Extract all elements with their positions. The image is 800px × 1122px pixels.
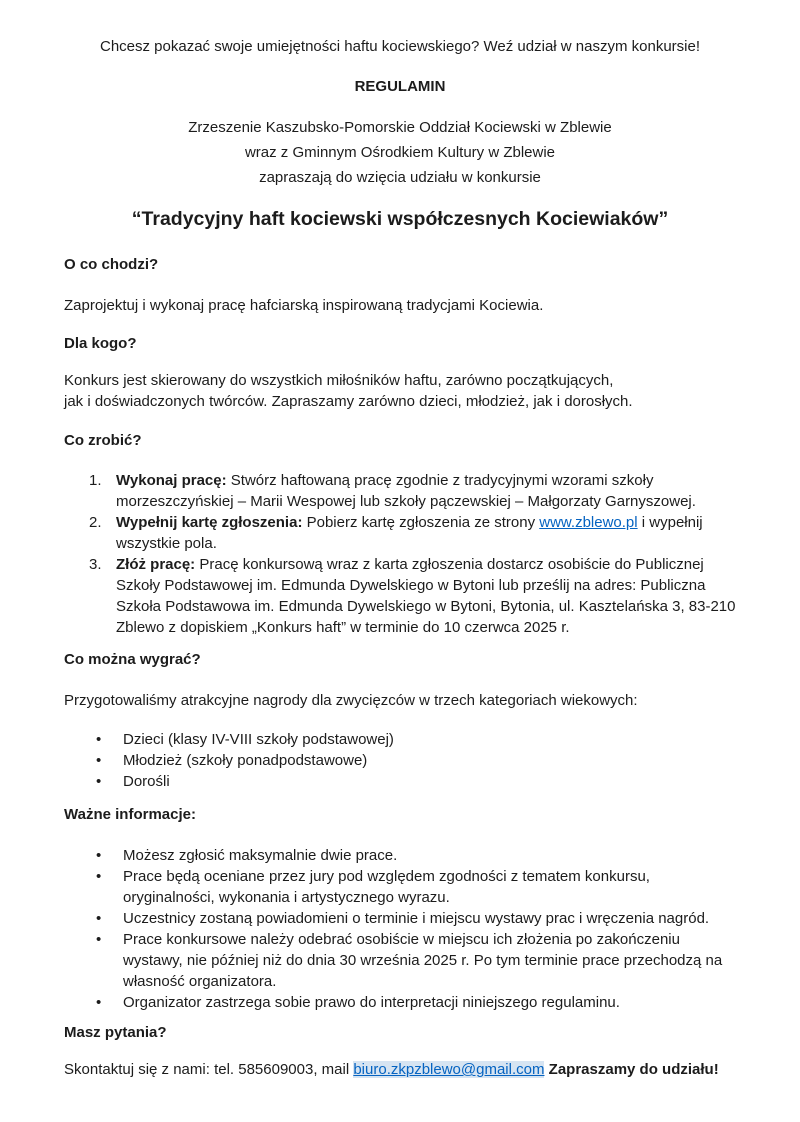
regulamin-heading: REGULAMIN bbox=[354, 78, 446, 95]
info-bullet-5: • Organizator zastrzega sobie prawo do interpretacji niniejszego regulaminu. bbox=[64, 992, 736, 1013]
howto-item-text bbox=[116, 554, 736, 638]
section-heading-prizes: Co można wygrać? bbox=[64, 651, 201, 668]
organizer-line-3: zapraszają do wzięcia udziału w konkursie bbox=[259, 169, 541, 186]
organizer-line-2: wraz z Gminnym Ośrodkiem Kultury w Zblewie bbox=[244, 144, 556, 161]
info-list bbox=[64, 845, 736, 1013]
item-bold-label: Złóż pracę: bbox=[116, 556, 196, 573]
prize-bullet-youth: • Młodzież (szkoły ponadpodstawowe) bbox=[64, 750, 736, 771]
prizes-body: Przygotowaliśmy atrakcyjne nagrody dla zwycięzców w trzech kategoriach wiekowych: bbox=[64, 692, 638, 709]
howto-item-2 bbox=[64, 512, 736, 554]
closing-text: Zapraszamy do udziału! bbox=[548, 1061, 719, 1078]
item-bold-label: Wypełnij kartę zgłoszenia: bbox=[116, 514, 303, 531]
email-link[interactable]: biuro.zkpzblewo@gmail.com bbox=[353, 1061, 545, 1078]
item-number: 3. bbox=[89, 556, 102, 573]
howto-item-1 bbox=[64, 470, 736, 512]
contact-line bbox=[64, 1059, 736, 1080]
item-bold-label: Wykonaj pracę: bbox=[116, 472, 227, 489]
intro-line: Chcesz pokazać swoje umiejętności haftu kociewskiego? Weź udział w naszym konkursie! bbox=[100, 38, 700, 55]
section-heading-howto: Co zrobić? bbox=[64, 432, 142, 449]
audience-body bbox=[64, 370, 736, 412]
item-text: Stwórz haftowaną pracę zgodnie z tradycyjnymi wzorami szkoły morzeszczyńskiej – Marii Wespowej lub szkoły pączewskiej – Małgorzaty Garnyszowej. bbox=[116, 472, 696, 510]
prize-bullet-children: • Dzieci (klasy IV-VIII szkoły podstawowej) bbox=[64, 729, 736, 750]
info-bullet-4: • Prace konkursowe należy odebrać osobiście w miejscu ich złożenia po zakończeniu wystawy, nie później niż do dnia 30 września 2025 r. Po tym terminie prace przechodzą na własność organizatora. bbox=[64, 929, 736, 992]
organizer-block bbox=[64, 115, 736, 190]
prize-bullet-adults: • Dorośli bbox=[64, 771, 736, 792]
section-heading-info: Ważne informacje: bbox=[64, 806, 196, 823]
item-text: Pobierz kartę zgłoszenia ze strony bbox=[302, 514, 540, 531]
section-heading-about: O co chodzi? bbox=[64, 256, 159, 273]
info-bullet-2: • Prace będą oceniane przez jury pod względem zgodności z tematem konkursu, oryginalności, wykonania i artystycznego wyrazu. bbox=[64, 866, 736, 908]
item-text-after-link: i wypełnij wszystkie pola. bbox=[116, 514, 703, 552]
section-heading-audience: Dla kogo? bbox=[64, 335, 137, 352]
contact-text: Skontaktuj się z nami: tel. 585609003, mail bbox=[64, 1061, 354, 1078]
howto-list bbox=[64, 470, 736, 638]
section-heading-questions: Masz pytania? bbox=[64, 1024, 167, 1041]
organizer-line-1: Zrzeszenie Kaszubsko-Pomorskie Oddział Kociewski w Zblewie bbox=[188, 119, 612, 136]
audience-line-1: Konkurs jest skierowany do wszystkich miłośników haftu, zarówno początkujących, bbox=[64, 372, 614, 389]
zblewo-link[interactable]: www.zblewo.pl bbox=[539, 514, 638, 531]
howto-item-text bbox=[116, 512, 736, 554]
howto-item-3 bbox=[64, 554, 736, 638]
info-bullet-3: • Uczestnicy zostaną powiadomieni o terminie i miejscu wystawy prac i wręczenia nagród. bbox=[64, 908, 736, 929]
item-number: 1. bbox=[89, 472, 102, 489]
document-title: “Tradycyjny haft kociewski współczesnych Kociewiaków” bbox=[131, 208, 669, 230]
about-body: Zaprojektuj i wykonaj pracę hafciarską inspirowaną tradycjami Kociewia. bbox=[64, 297, 544, 314]
audience-line-2: jak i doświadczonych twórców. Zapraszamy zarówno dzieci, młodzież, jak i dorosłych. bbox=[64, 393, 633, 410]
prizes-list bbox=[64, 729, 736, 792]
info-bullet-1: • Możesz zgłosić maksymalnie dwie prace. bbox=[64, 845, 736, 866]
item-number: 2. bbox=[89, 514, 102, 531]
item-text: Pracę konkursową wraz z karta zgłoszenia dostarcz osobiście do Publicznej Szkoły Podstawowej im. Edmunda Dywelskiego w Bytoni lub prześlij na adres: Publiczna Szkoła Podstawowa im. Edmunda Dywelskiego w Bytoni, Bytonia, ul. Kasztelańska 3, 83-210 Zblewo z dopiskiem „Konkurs haft” w terminie do 10 czerwca 2025 r. bbox=[116, 556, 736, 636]
howto-item-text bbox=[116, 470, 736, 512]
